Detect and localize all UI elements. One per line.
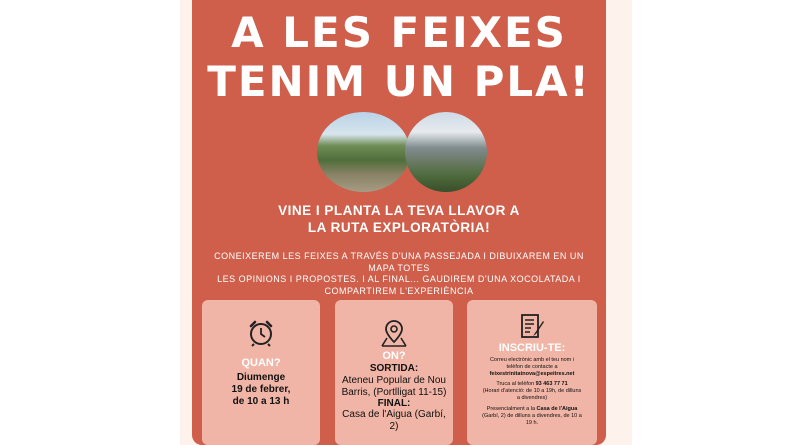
- email-address[interactable]: feixestrinitatnova@espeitres.net: [489, 371, 575, 377]
- hours-line-1: (Horari d'atenció: de 10 a 19h, de dilluns: [482, 388, 582, 394]
- alarm-clock-icon: [202, 317, 320, 349]
- end-label: FINAL:: [377, 398, 411, 409]
- email-line-1: Correu electrònic amb el teu nom i: [489, 357, 575, 363]
- signup-heading: INSCRIU-TE:: [498, 342, 566, 354]
- signup-card: [467, 300, 597, 445]
- form-pencil-icon: [467, 310, 597, 342]
- description-line-3: COMPARTIREM L'EXPERIÈNCIA: [324, 285, 474, 296]
- hillside-photo: [317, 112, 410, 192]
- city-view-photo: [405, 112, 487, 192]
- end-address: Casa de l'Aigua (Garbí, 2): [342, 409, 446, 432]
- when-day: Diumenge: [236, 372, 286, 383]
- description: [212, 251, 586, 297]
- when-time: de 10 a 13 h: [232, 396, 290, 407]
- subtitle-line-2: LA RUTA EXPLORATÒRIA!: [307, 220, 491, 235]
- hours-line-2: a divendres): [516, 395, 548, 401]
- photo-binoculars: [317, 112, 487, 192]
- in-person-prefix: Presencialment a la: [486, 406, 536, 412]
- title-line-1: A LES FEIXES: [231, 8, 567, 57]
- start-label: SORTIDA:: [369, 363, 419, 374]
- subtitle-line-1: VINE I PLANTA LA TEVA LLAVOR A: [278, 203, 520, 218]
- in-person-line-2: (Garbí, 2) de dilluns a divendres, de 10 a: [482, 413, 582, 419]
- start-address-line-2: Barris, (Portlligat 11-15): [341, 387, 447, 398]
- title-line-2: TENIM UN PLA!: [207, 57, 591, 106]
- phone-prefix: Truca al telèfon: [496, 381, 535, 387]
- description-line-2: LES OPINIONS I PROPOSTES. I AL FINAL... GAUDIREM D'UNA XOCOLATADA I: [217, 274, 581, 284]
- where-card: [335, 300, 453, 445]
- poster-panel: [192, 0, 606, 445]
- when-heading: QUAN?: [241, 357, 281, 369]
- email-line-2: telèfon de contacte a: [506, 364, 558, 370]
- in-person-line-3: 19 h.: [525, 420, 539, 426]
- phone-number[interactable]: 93 463 77 71: [535, 381, 568, 387]
- subtitle: [192, 202, 606, 236]
- description-line-1: CONEIXEREM LES FEIXES A TRAVÉS D'UNA PASSEJADA I DIBUIXAREM EN UN MAPA TOTES: [214, 251, 584, 273]
- when-date: 19 de febrer,: [231, 384, 291, 395]
- where-heading: ON?: [382, 350, 406, 362]
- when-card: [202, 300, 320, 445]
- in-person-place: Casa de l'Aigua: [536, 406, 578, 412]
- start-address-line-1: Ateneu Popular de Nou: [342, 375, 446, 386]
- map-pin-icon: [335, 317, 453, 349]
